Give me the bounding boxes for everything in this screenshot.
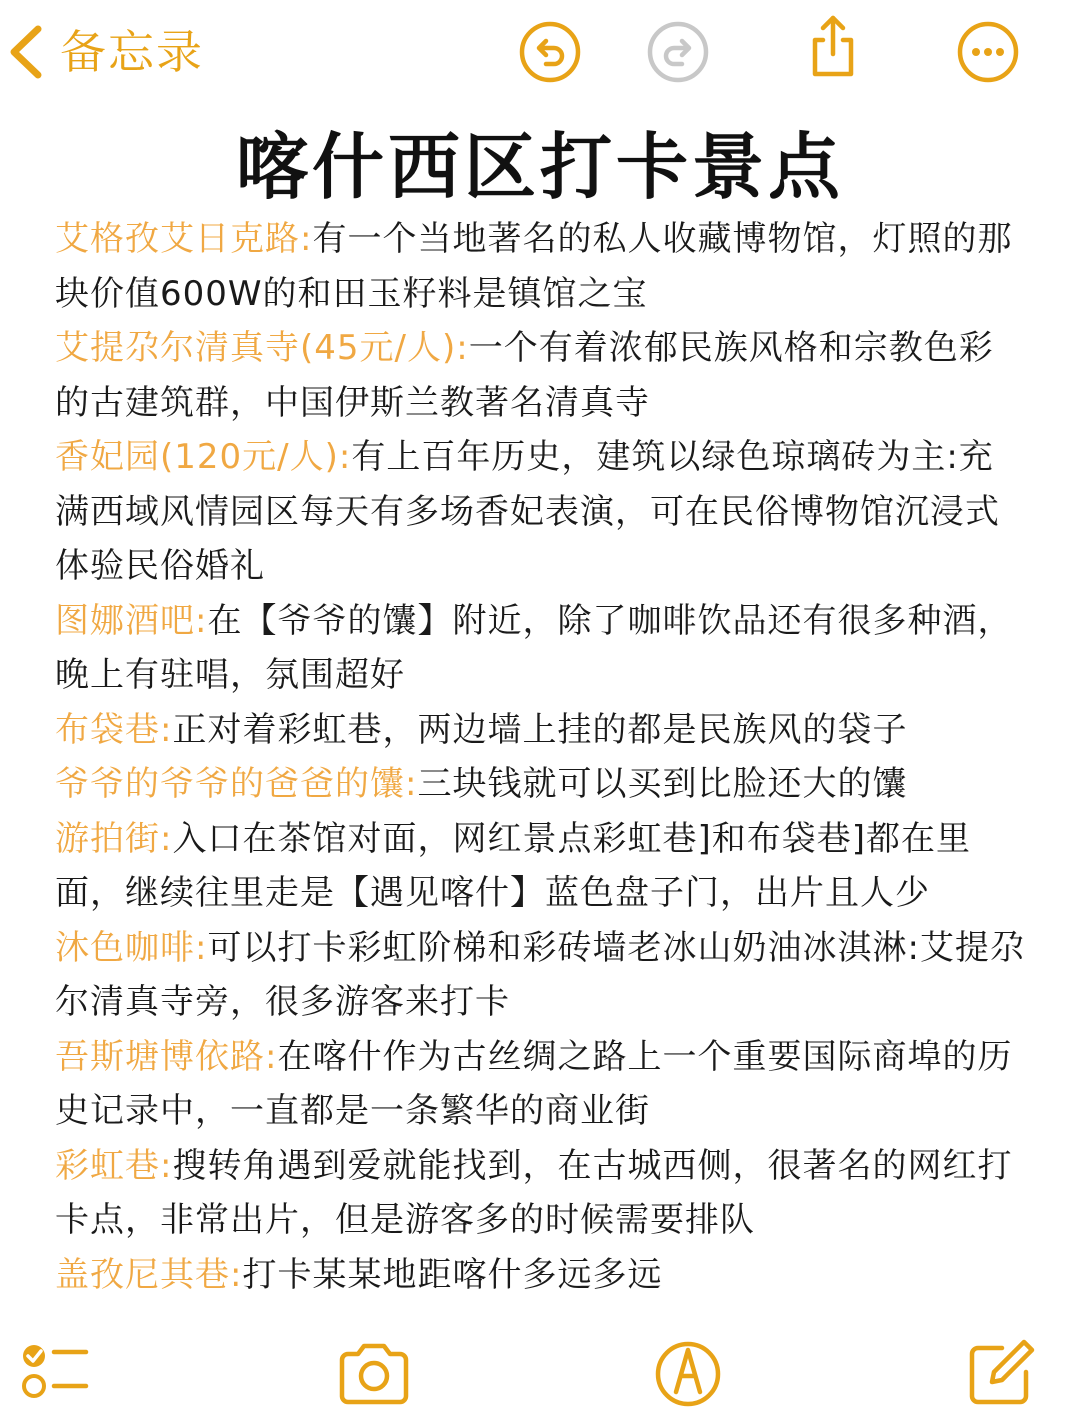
markup-button[interactable] [648, 1334, 728, 1414]
entry-description: 正对着彩虹巷，两边墙上挂的都是民族风的袋子 [172, 709, 908, 750]
entry-description: 打卡某某地距喀什多远多远 [242, 1254, 663, 1295]
chevron-left-icon [4, 23, 48, 81]
entry-description: 在喀什作为古丝绸之路上一个重要国际商埠的历史记录中，一直都是一条繁华的商业街 [55, 1036, 1013, 1131]
entry-place: 艾格孜艾日克路: [55, 219, 313, 259]
share-icon [801, 14, 865, 78]
back-label: 备忘录 [60, 25, 204, 79]
entry-place: 艾提尕尔清真寺(45元/人): [55, 328, 469, 368]
note-entry [55, 1248, 1025, 1303]
camera-button[interactable] [334, 1334, 414, 1414]
note-entry [55, 1139, 1025, 1248]
compose-button[interactable] [960, 1334, 1040, 1414]
note-title[interactable]: 喀什西区打卡景点 [235, 125, 844, 209]
entry-description: 在【爷爷的馕】附近，除了咖啡饮品还有很多种酒，晚上有驻唱，氛围超好 [55, 600, 1013, 695]
entry-place: 吾斯塘博依路: [55, 1036, 278, 1077]
top-navigation-bar [0, 0, 1080, 110]
camera-icon [334, 1334, 414, 1414]
note-entry [55, 430, 1025, 594]
note-entry [55, 703, 1025, 758]
share-button[interactable] [801, 14, 865, 78]
entry-description: 三块钱就可以买到比脸还大的馕 [417, 764, 908, 804]
markup-icon [648, 1334, 728, 1414]
entry-description: 有上百年历史，建筑以绿色琼璃砖为主:充满西域风情园区每天有多场香妃表演，可在民俗博物馆沉浸式体验民俗婚礼 [55, 437, 1000, 586]
note-body[interactable] [55, 212, 1025, 1302]
entry-place: 游拍街: [55, 818, 173, 859]
entry-place: 香妃园(120元/人): [55, 437, 352, 477]
more-icon [956, 20, 1020, 84]
entry-place: 彩虹巷: [55, 1145, 173, 1186]
entry-description: 有一个当地著名的私人收藏博物馆，灯照的那块价值600W的和田玉籽料是镇馆之宝 [55, 219, 1013, 314]
more-options-button[interactable] [956, 20, 1020, 84]
entry-description: 入口在茶馆对面，网红景点彩虹巷]和布袋巷]都在里面，继续往里走是【遇见喀什】蓝色盘子门，出片且人少 [55, 818, 971, 913]
entry-place: 图娜酒吧: [55, 600, 208, 641]
compose-icon [960, 1334, 1040, 1414]
note-entry [55, 594, 1025, 703]
entry-place: 沐色咖啡: [55, 927, 208, 968]
checklist-button[interactable] [14, 1334, 94, 1414]
note-entry [55, 212, 1025, 321]
entry-description: 可以打卡彩虹阶梯和彩砖墙老冰山奶油冰淇淋:艾提尕尔清真寺旁，很多游客来打卡 [55, 927, 1025, 1022]
note-entry [55, 921, 1025, 1030]
checklist-icon [14, 1334, 94, 1414]
note-entry [55, 321, 1025, 430]
redo-icon [646, 20, 710, 84]
redo-button[interactable] [646, 20, 710, 84]
bottom-toolbar [0, 1320, 1080, 1424]
note-entry [55, 812, 1025, 921]
entry-description: 一个有着浓郁民族风格和宗教色彩的古建筑群，中国伊斯兰教著名清真寺 [55, 328, 994, 423]
back-button[interactable] [4, 22, 204, 82]
undo-button[interactable] [518, 20, 582, 84]
undo-icon [518, 20, 582, 84]
entry-description: 搜转角遇到爱就能找到，在古城西侧，很著名的网红打卡点，非常出片，但是游客多的时候需要排队 [55, 1145, 1013, 1240]
note-entry [55, 757, 1025, 812]
entry-place: 盖孜尼其巷: [55, 1254, 243, 1295]
entry-place: 爷爷的爷爷的爸爸的馕: [55, 764, 418, 804]
entry-place: 布袋巷: [55, 709, 173, 750]
note-entry [55, 1030, 1025, 1139]
